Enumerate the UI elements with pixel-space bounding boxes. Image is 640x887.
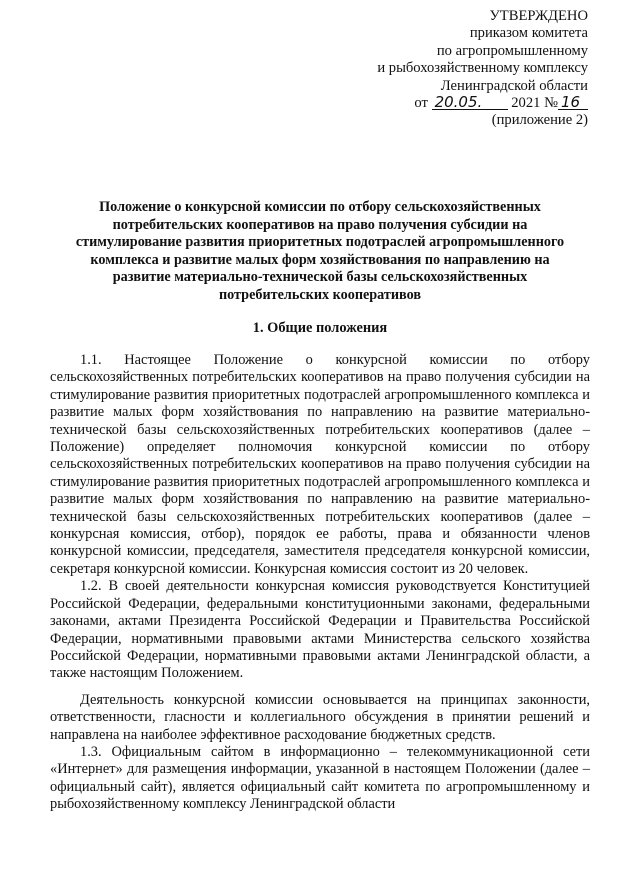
paragraph-principles: Деятельность конкурсной комиссии основывается на принципах законности, ответственности, гласности и коллегиального обсуждения в принятии решений и направлена на наиболее эффективное расходование бюджетных средств.	[50, 691, 590, 743]
paragraph-1-2: 1.2. В своей деятельности конкурсная комиссия руководствуется Конституцией Российской Федерации, федеральными конституционными законами, федеральными законами, актами Президента Российской Федерации и Правительства Российской Федерации, нормативными правовыми актами Министерства сельского хозяйства Российской Федерации, нормативными правовыми актами Ленинградской области, а также настоящим Положением.	[50, 578, 590, 682]
approval-stamp-block	[288, 8, 588, 130]
approval-committee-line-2: и рыбохозяйственному комплексу	[377, 60, 588, 77]
approval-region-line: Ленинградской области	[440, 77, 588, 94]
appendix-note: (приложение 2)	[491, 112, 588, 129]
handwritten-number: 16	[558, 95, 588, 110]
approval-heading: УТВЕРЖДЕНО	[489, 8, 588, 24]
paragraph-1-1: 1.1. Настоящее Положение о конкурсной комиссии по отбору сельскохозяйственных потребительских кооперативов на право получения субсидии на стимулирование развития приоритетных подотраслей агропромышленного комплекса и развитие малых форм хозяйствования по направлению на развитие материально-технической базы сельскохозяйственных потребительских кооперативов (далее – Положение) определяет полномочия конкурсной комиссии по отбору сельскохозяйственных потребительских кооперативов на право получения субсидии на стимулирование развития приоритетных подотраслей агропромышленного комплекса и развитие малых форм хозяйствования по направлению на развитие материально-технической базы сельскохозяйственных потребительских кооперативов (далее – конкурсная комиссия, отбор), порядок ее работы, права и обязанности членов конкурсной комиссии, председателя, заместителя председателя конкурсной комиссии, секретаря конкурсной комиссии. Конкурсная комиссия состоит из 20 человек.	[50, 352, 590, 577]
paragraph-1-3: 1.3. Официальным сайтом в информационно – телекоммуникационной сети «Интернет» для размещения информации, указанной в настоящем Положении (далее – официальный сайт), является официальный сайт комитета по агропромышленному и рыбохозяйственному комплексу Ленинградской области	[50, 743, 590, 813]
document-title: Положение о конкурсной комиссии по отбору сельскохозяйственных потребительских кооперативов на право получения субсидии на стимулирование развития приоритетных подотраслей агропромышленного комплекса и развитие малых форм хозяйствования по направлению на развитие материально-технической базы сельскохозяйственных потребительских кооперативов	[75, 199, 565, 303]
approval-committee-line: по агропромышленному	[436, 42, 588, 59]
date-prefix: от	[414, 95, 428, 112]
approval-date-line	[288, 95, 588, 112]
section-body	[50, 352, 590, 814]
year: 2021	[511, 95, 541, 112]
handwritten-date: 20.05.	[432, 95, 508, 110]
section-heading: 1. Общие положения	[252, 320, 388, 336]
number-sign: №	[544, 95, 558, 112]
approval-order-line: приказом комитета	[469, 25, 588, 42]
